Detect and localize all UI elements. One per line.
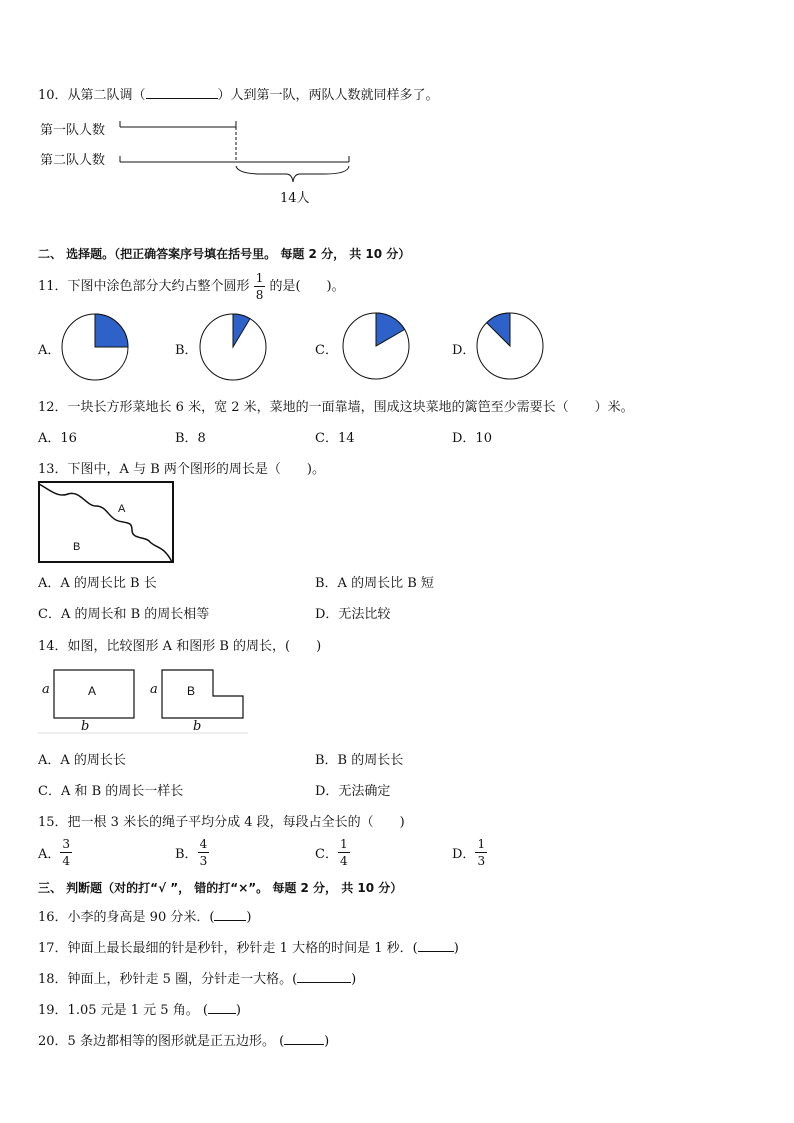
q10-brace-label: 14人 <box>280 191 310 206</box>
q19-answer-blank[interactable] <box>208 1001 236 1014</box>
q14-label-a: A <box>88 684 97 698</box>
q13-text: 13．下图中，A 与 B 两个图形的周长是（ )。 <box>38 462 325 477</box>
q14-side-a-left: a <box>42 682 50 697</box>
q12-text: 12．一块长方形菜地长 6 米，宽 2 米，菜地的一面靠墙，围成这块菜地的篱笆至少需要长（ ）米。 <box>38 400 634 415</box>
q12-option-b[interactable]: B．8 <box>175 431 206 446</box>
q15-option-a[interactable]: A． $\frac{3}{4}$ <box>38 837 71 868</box>
q14-shape-b <box>162 670 243 718</box>
q17-text: 17．钟面上最长最细的针是秒针，秒针走 1 大格的时间是 1 秒．( ) <box>38 941 459 956</box>
q14-option-c[interactable]: C．A 和 B 的周长一样长 <box>38 784 184 799</box>
q11-text: 11．下图中涂色部分大约占整个圆形 $\frac{1}{8}$ 的是( )。 <box>38 271 345 302</box>
q20-answer-blank[interactable] <box>284 1032 324 1045</box>
q12-option-c[interactable]: C．14 <box>315 431 355 446</box>
q14-option-a[interactable]: A．A 的周长长 <box>38 753 126 768</box>
q13-option-b[interactable]: B．A 的周长比 B 短 <box>315 576 434 591</box>
section3-title: 三、 判断题（对的打“√ ”， 错的打“×”。 每题 2 分， 共 10 分） <box>38 881 403 895</box>
q13-label-b: B <box>73 541 81 553</box>
q11-option-b[interactable]: B． <box>175 343 198 358</box>
q12-option-d[interactable]: D．10 <box>452 431 492 446</box>
q11-option-d[interactable]: D． <box>452 343 476 358</box>
q13-label-a: A <box>118 503 126 515</box>
q16-text: 16．小李的身高是 90 分米．( ) <box>38 910 252 925</box>
q12-option-a[interactable]: A．16 <box>38 431 77 446</box>
q14-side-b-left: b <box>81 719 90 734</box>
q10-text: 10．从第二队调（ ）人到第一队，两队人数就同样多了。 <box>38 88 439 103</box>
q10-label-team1: 第一队人数 <box>40 123 106 138</box>
q15-option-d[interactable]: D． $\frac{1}{3}$ <box>452 837 486 868</box>
q13-option-a[interactable]: A．A 的周长比 B 长 <box>38 576 157 591</box>
q16-answer-blank[interactable] <box>214 908 246 921</box>
q18-answer-blank[interactable] <box>297 970 351 983</box>
q15-text: 15．把一根 3 米长的绳子平均分成 4 段，每段占全长的（ ) <box>38 815 405 830</box>
q14-option-b[interactable]: B．B 的周长长 <box>315 753 404 768</box>
q14-side-b-right: b <box>193 719 202 734</box>
q11-option-c[interactable]: C． <box>315 343 338 358</box>
q17-answer-blank[interactable] <box>418 939 454 952</box>
q10-label-team2: 第二队人数 <box>40 153 106 168</box>
q14-text: 14．如图，比较图形 A 和图形 B 的周长，( ) <box>38 639 322 654</box>
section2-title: 二、 选择题。（把正确答案序号填在括号里。 每题 2 分， 共 10 分） <box>38 247 411 261</box>
q15-option-b[interactable]: B． $\frac{4}{3}$ <box>175 837 208 868</box>
q11-fraction: $\frac{1}{8}$ <box>255 271 264 302</box>
q19-text: 19．1.05 元是 1 元 5 角。 ( ) <box>38 1003 241 1018</box>
q15-option-c[interactable]: C． $\frac{1}{4}$ <box>315 837 348 868</box>
q20-text: 20．5 条边都相等的图形就是正五边形。 ( ) <box>38 1034 330 1049</box>
q14-option-d[interactable]: D．无法确定 <box>315 784 391 799</box>
q14-label-b: B <box>187 684 196 698</box>
q14-side-a-right: a <box>150 682 158 697</box>
q13-option-c[interactable]: C．A 的周长和 B 的周长相等 <box>38 607 210 622</box>
q13-option-d[interactable]: D．无法比较 <box>315 607 391 622</box>
q18-text: 18．钟面上，秒针走 5 圈，分针走一大格。( ) <box>38 972 357 987</box>
q11-option-a[interactable]: A． <box>38 343 61 358</box>
